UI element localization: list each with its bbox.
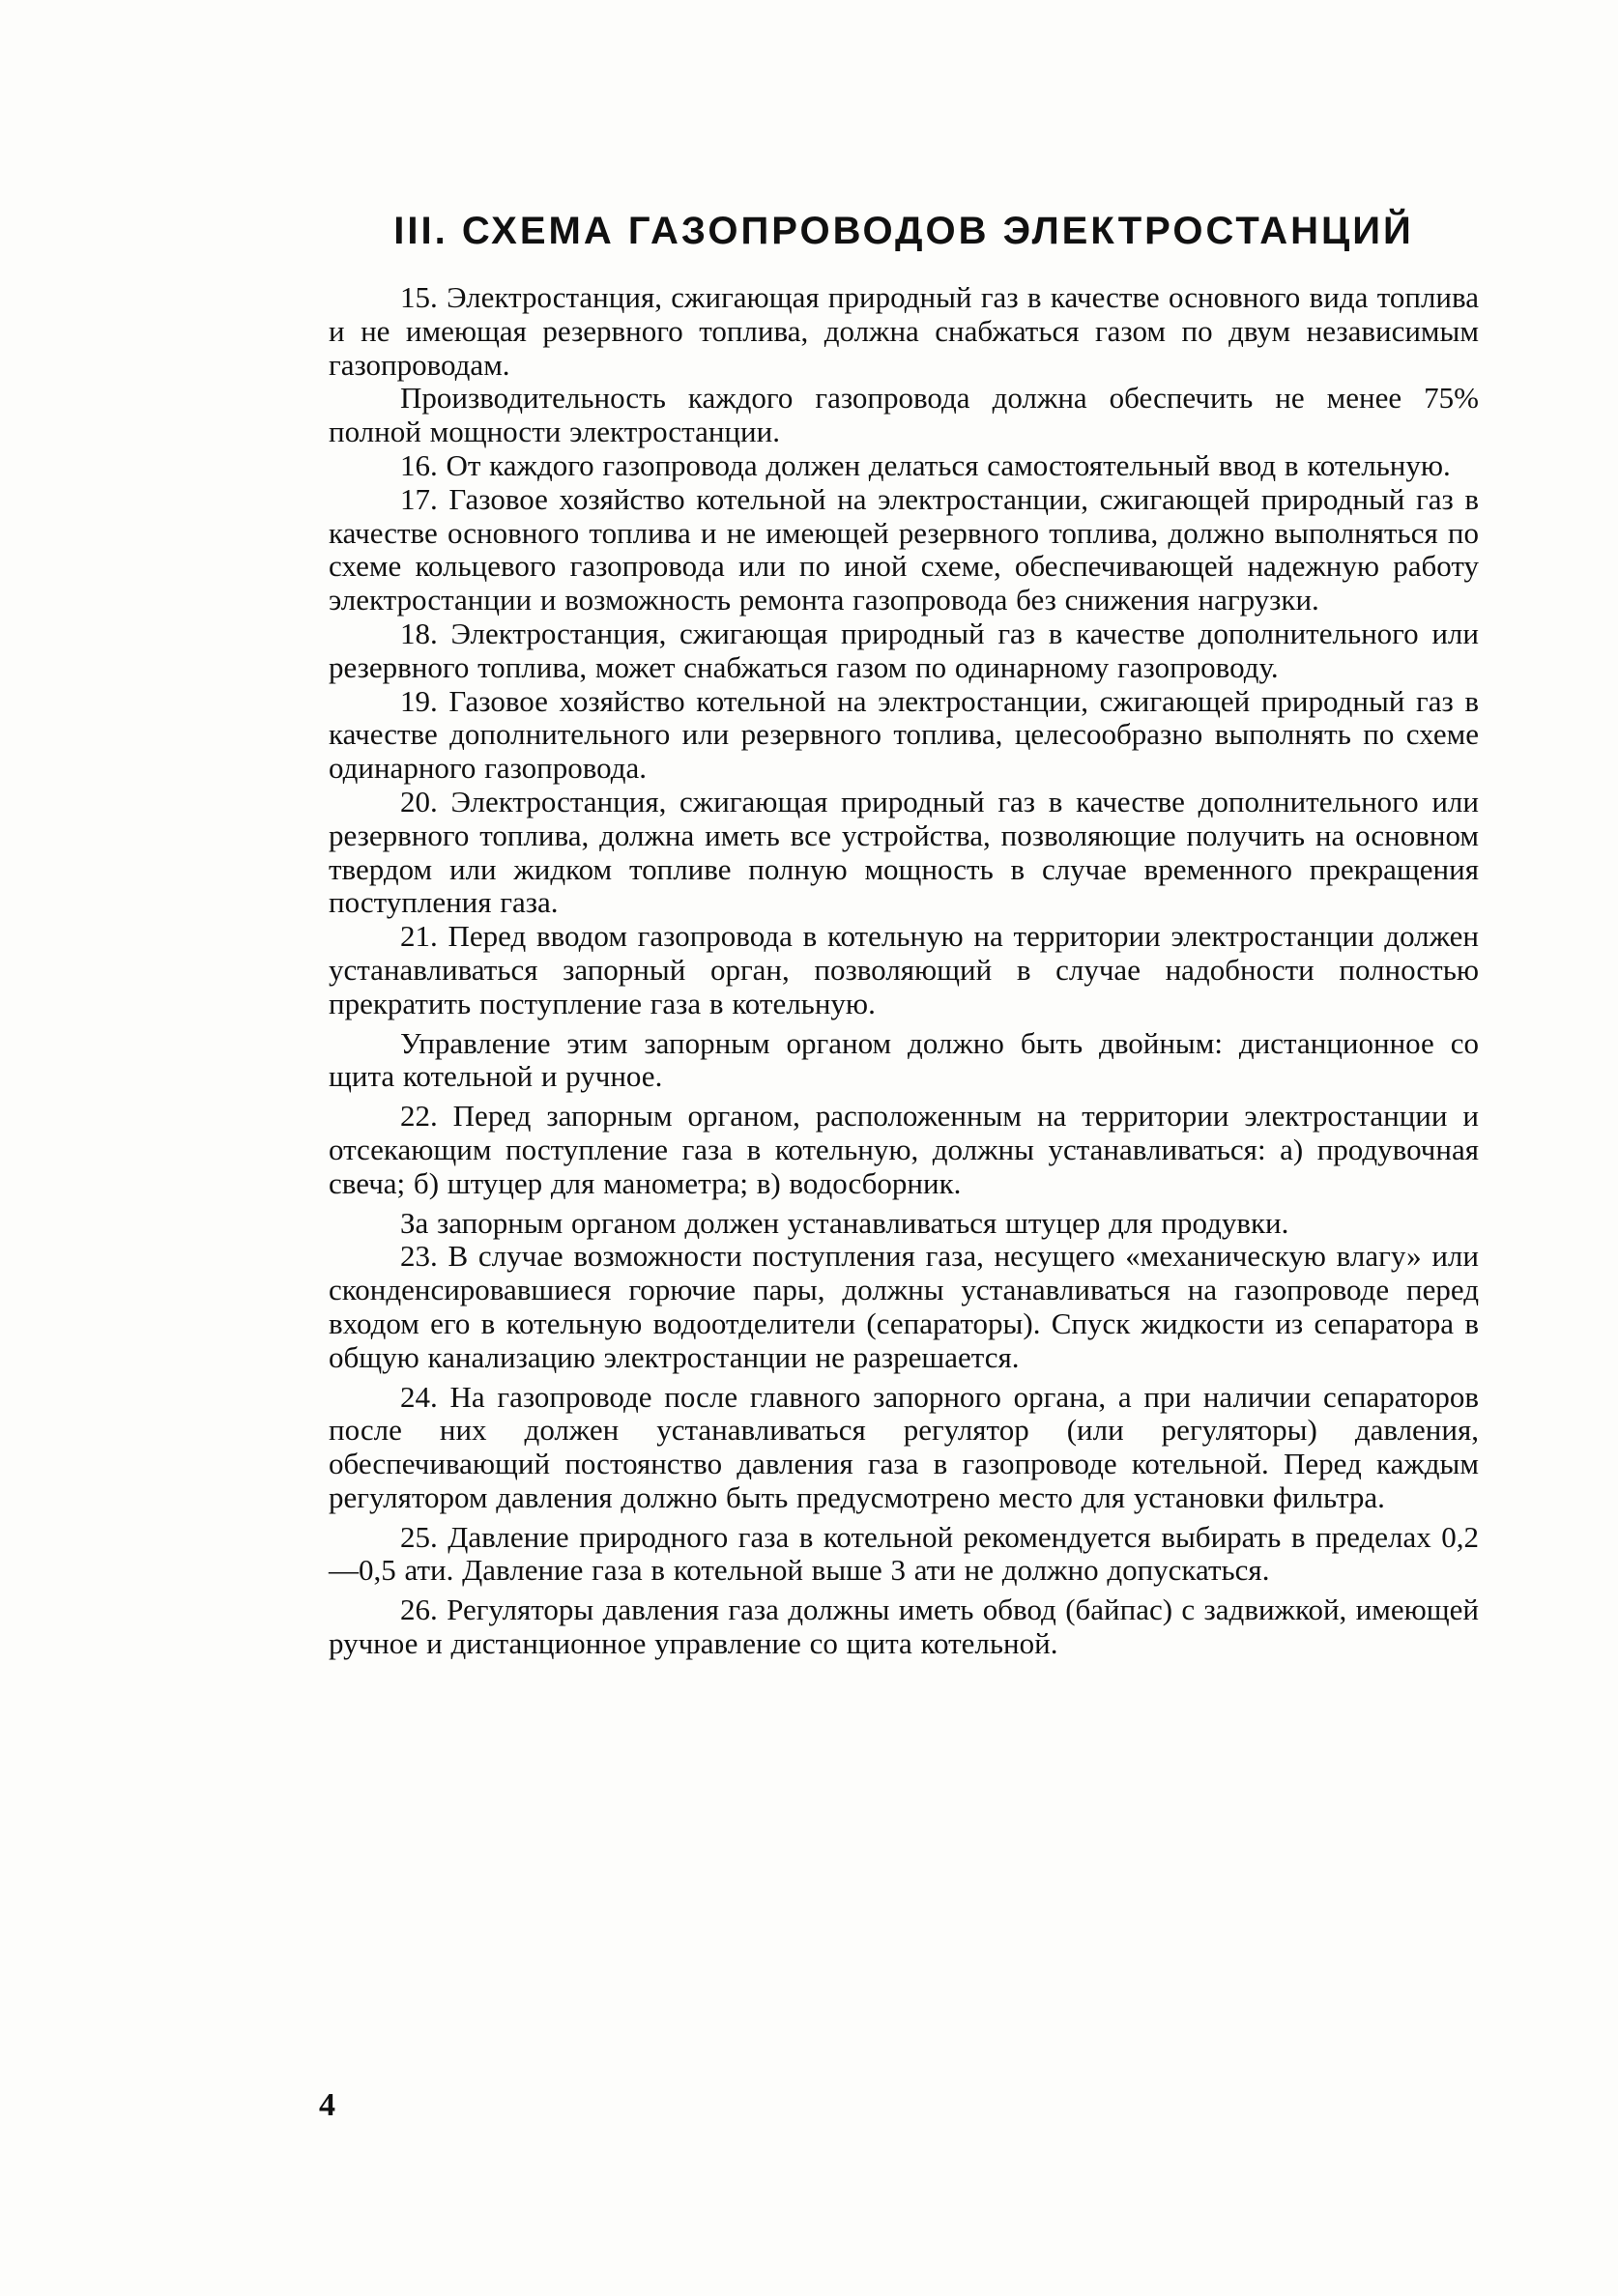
paragraph-23: 23. В случае возможности поступления газа, несущего «механическую влагу» или сконденсировавшиеся горючие пары, должны устанавливаться на газопроводе перед входом его в котельную водоотделители (сепараторы). Спуск жидкости из сепаратора в общую канализацию электростанции не разрешается. [329, 1239, 1479, 1374]
paragraph-19: 19. Газовое хозяйство котельной на электростанции, сжигающей природный газ в качестве дополнительного или резервного топлива, целесообразно выполнять по схеме одинарного газопровода. [329, 683, 1479, 786]
paragraph-26: 26. Регуляторы давления газа должны иметь обвод (байпас) с задвижкой, имеющей ручное и дистанционное управление со щита котельной. [329, 1593, 1479, 1661]
paragraph-25: 25. Давление природного газа в котельной рекомендуется выбирать в пределах 0,2—0,5 ати. Давление газа в котельной выше 3 ати не должно допускаться. [329, 1519, 1479, 1588]
paragraph-24: 24. На газопроводе после главного запорного органа, а при наличии сепараторов после них должен устанавливаться регулятор (или регуляторы) давления, обеспечивающий постоянство давления газа в газопроводе котельной. Перед каждым регулятором давления должно быть предусмотрено место для установки фильтра. [329, 1379, 1479, 1514]
paragraph-21: 21. Перед вводом газопровода в котельную на территории электростанции должен устанавливаться запорный орган, позволяющий в случае надобности полностью прекратить поступление газа в котельную. [329, 919, 1479, 1020]
paragraph-22: 22. Перед запорным органом, расположенным на территории электростанции и отсекающим поступление газа в котельную, должны устанавливаться: а) продувочная свеча; б) штуцер для манометра; в) водосборник. [329, 1099, 1479, 1200]
paragraph-20: 20. Электростанция, сжигающая природный газ в качестве дополнительного или резервного топлива, должна иметь все устройства, позволяющие получить на основном твердом или жидком топливе полную мощность в случае временного прекращения поступления газа. [329, 784, 1479, 920]
section-title: III. СХЕМА ГАЗОПРОВОДОВ ЭЛЕКТРОСТАНЦИЙ [393, 210, 1414, 252]
page-number: 4 [319, 2087, 335, 2123]
paragraph-15: 15. Электростанция, сжигающая природный газ в качестве основного вида топлива и не имеющая резервного топлива, должна снабжаться газом по двум независимым газопроводам. [329, 280, 1479, 382]
paragraph-16: 16. От каждого газопровода должен делаться самостоятельный ввод в котельную. [400, 447, 1451, 482]
paragraph-21-continuation: Управление этим запорным органом должно быть двойным: дистанционное со щита котельной и ручное. [329, 1025, 1479, 1094]
paragraph-15-continuation: Производительность каждого газопровода должна обеспечить не менее 75% полной мощности электростанции. [329, 381, 1479, 449]
paragraph-17: 17. Газовое хозяйство котельной на электростанции, сжигающей природный газ в качестве основного топлива и не имеющей резервного топлива, должно выполняться по схеме кольцевого газопровода или по иной схеме, обеспечивающей надежную работу электростанции и возможность ремонта газопровода без снижения нагрузки. [329, 481, 1479, 617]
paragraph-22-continuation: За запорным органом должен устанавливаться штуцер для продувки. [400, 1205, 1289, 1240]
document-body [329, 208, 1479, 1661]
paragraph-18: 18. Электростанция, сжигающая природный газ в качестве дополнительного или резервного топлива, может снабжаться газом по одинарному газопроводу. [329, 616, 1479, 684]
